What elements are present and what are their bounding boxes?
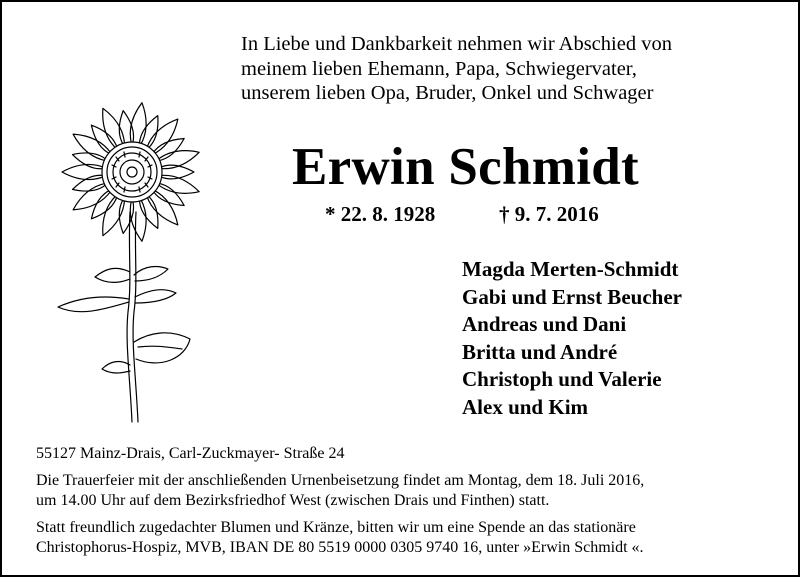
funeral-info: Die Trauerfeier mit der anschließenden Urnenbeisetzung findet am Montag, dem 18. Juli 2016, um 14.00 Uhr auf dem Bezirksfriedhof West (zwischen Drais und Finthen) statt.: [36, 472, 645, 509]
donation-info: Statt freundlich zugedachter Blumen und Kränze, bitten wir um eine Spende an das stationäre Christophorus-Hospiz, MVB, IBAN DE 80 5519 0000 0305 9740 16, unter »Erwin Schmidt «.: [36, 519, 644, 556]
deceased-name: Erwin Schmidt: [292, 138, 639, 196]
mourners-list: [462, 256, 682, 421]
mourner-name: Magda Merten-Schmidt: [462, 257, 679, 281]
birth-date: * 22. 8. 1928: [325, 202, 436, 226]
mourner-name: Christoph und Valerie: [462, 367, 662, 391]
sunflower-petal: [130, 103, 146, 146]
death-date: † 9. 7. 2016: [499, 202, 599, 226]
sunflower-petal: [130, 199, 146, 242]
mourner-name: Andreas und Dani: [462, 312, 627, 336]
sunflower-icon: [50, 97, 210, 427]
mourner-name: Britta und André: [462, 339, 618, 364]
sunflower-petal: [119, 111, 133, 146]
sunflower-petal: [62, 164, 104, 179]
sunflower-petal: [119, 199, 133, 234]
address-line: 55127 Mainz-Drais, Carl-Zuckmayer- Straße 24: [36, 445, 345, 462]
mourner-name: Alex und Kim: [462, 394, 589, 419]
intro-text: In Liebe und Dankbarkeit nehmen wir Abschied von meinem lieben Ehemann, Papa, Schwiegervater, unserem lieben Opa, Bruder, Onkel und Schwager: [241, 33, 672, 104]
footer-text: [36, 444, 786, 558]
mourner-name: Gabi und Ernst Beucher: [462, 284, 682, 309]
